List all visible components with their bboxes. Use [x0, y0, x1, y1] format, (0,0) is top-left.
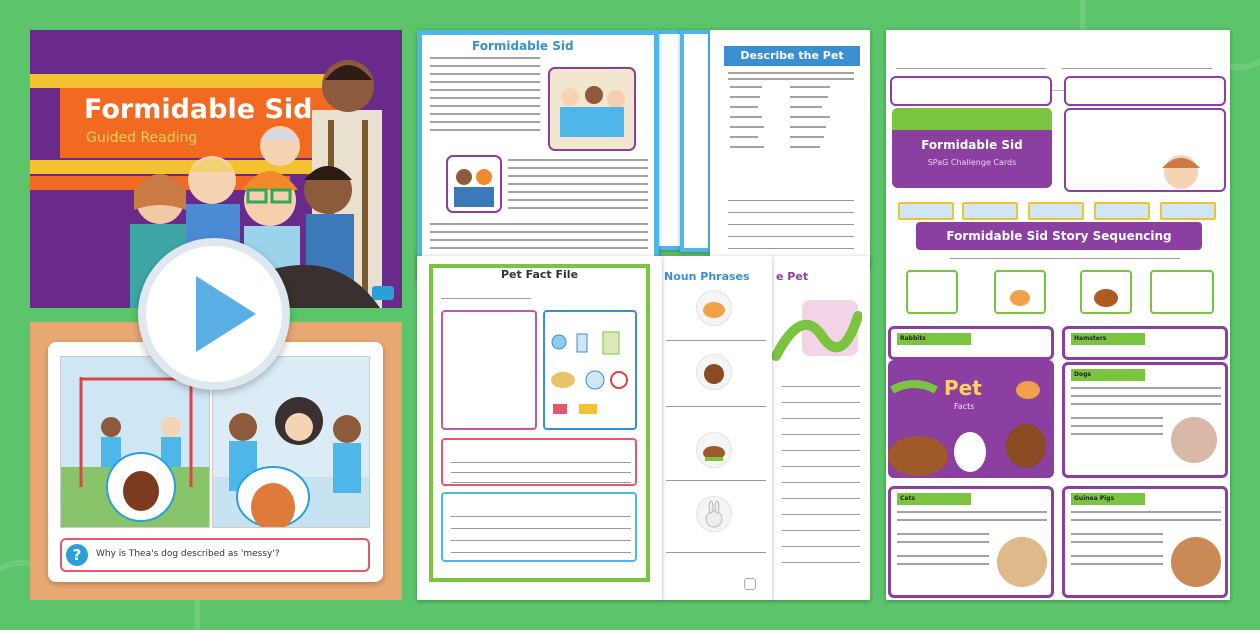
- rabbit-picture: [696, 496, 732, 532]
- worksheet-title: Noun Phrases: [664, 270, 750, 283]
- fact-tag: Dogs: [1071, 369, 1145, 381]
- draw-your-pet-box: [441, 310, 537, 430]
- worksheet-reading-comprehension: [417, 30, 659, 280]
- worksheet-title: Describe the Pet: [724, 46, 860, 66]
- what-your-pet-needs-box: [543, 310, 637, 430]
- spag-title: Formidable Sid: [921, 138, 1023, 152]
- spag-subtitle: SPaG Challenge Cards: [927, 158, 1017, 167]
- sequence-box: [1080, 270, 1132, 314]
- worksheet-title: e Pet: [776, 270, 809, 283]
- fact-tag: Hamsters: [1071, 333, 1145, 345]
- worksheet-illustration: [548, 67, 636, 151]
- tortoise-picture: [696, 432, 732, 468]
- question-icon: ?: [66, 544, 88, 566]
- cat-picture: [696, 290, 732, 326]
- brand-badge: [744, 578, 756, 590]
- snake-illustration: [772, 296, 862, 366]
- pet-needs-icons: [549, 326, 633, 426]
- worksheet-stack-page: [680, 30, 712, 252]
- what-do-you-like-box: [441, 492, 637, 562]
- sequence-thumbnail: [962, 202, 1018, 220]
- cover-subtitle: Guided Reading: [86, 130, 198, 146]
- question-bar: [60, 538, 370, 572]
- sequence-box: [906, 270, 958, 314]
- worksheet-illustration: [446, 155, 502, 213]
- worksheet-title: Formidable Sid: [472, 39, 574, 53]
- worksheet-noun-phrases: [660, 256, 772, 600]
- fact-tag: Guinea Pigs: [1071, 493, 1145, 505]
- pet-facts-title: Pet: [944, 376, 982, 400]
- worksheet-describe-the-pet: [710, 30, 870, 268]
- fact-card-dogs: [1062, 362, 1228, 478]
- sequence-thumbnail: [898, 202, 954, 220]
- spag-card: [890, 76, 1052, 106]
- fact-tag: Cats: [897, 493, 971, 505]
- character-avatar: [1156, 150, 1206, 192]
- play-button[interactable]: [138, 238, 290, 390]
- dog-picture: [696, 354, 732, 390]
- spag-card: [1064, 76, 1226, 106]
- play-icon: [146, 246, 282, 382]
- question-text: Why is Thea's dog described as 'messy'?: [96, 549, 280, 559]
- dog-photo: [1169, 415, 1219, 465]
- what-does-your-pet-eat-box: [441, 438, 637, 486]
- fact-card-rabbits: [888, 326, 1054, 360]
- fact-card-hamsters: [1062, 326, 1228, 360]
- guinea-pig-photo: [1169, 535, 1223, 589]
- sequence-thumbnail: [1160, 202, 1216, 220]
- card-header: [892, 108, 1052, 130]
- story-sequencing-title: Formidable Sid Story Sequencing: [916, 222, 1202, 250]
- pet-facts-subtitle: Facts: [954, 402, 975, 411]
- fact-tag: Rabbits: [897, 333, 971, 345]
- pet-facts-cover-card: [888, 360, 1054, 478]
- sequence-thumbnail: [1028, 202, 1084, 220]
- brand-badge: [372, 286, 394, 300]
- cover-title: Formidable Sid: [84, 94, 313, 125]
- spag-card: [1064, 108, 1226, 192]
- worksheet-pet-fact-file: [417, 256, 662, 600]
- sequence-box: [1150, 270, 1214, 314]
- fact-card-cats: [888, 486, 1054, 598]
- sequence-box: [994, 270, 1046, 314]
- sequence-thumbnail: [1094, 202, 1150, 220]
- cat-photo: [995, 535, 1049, 589]
- worksheet-describe-pet: [770, 256, 870, 600]
- spag-cover-card: [892, 108, 1052, 188]
- worksheet-title: Pet Fact File: [501, 268, 579, 281]
- fact-card-guinea-pigs: [1062, 486, 1228, 598]
